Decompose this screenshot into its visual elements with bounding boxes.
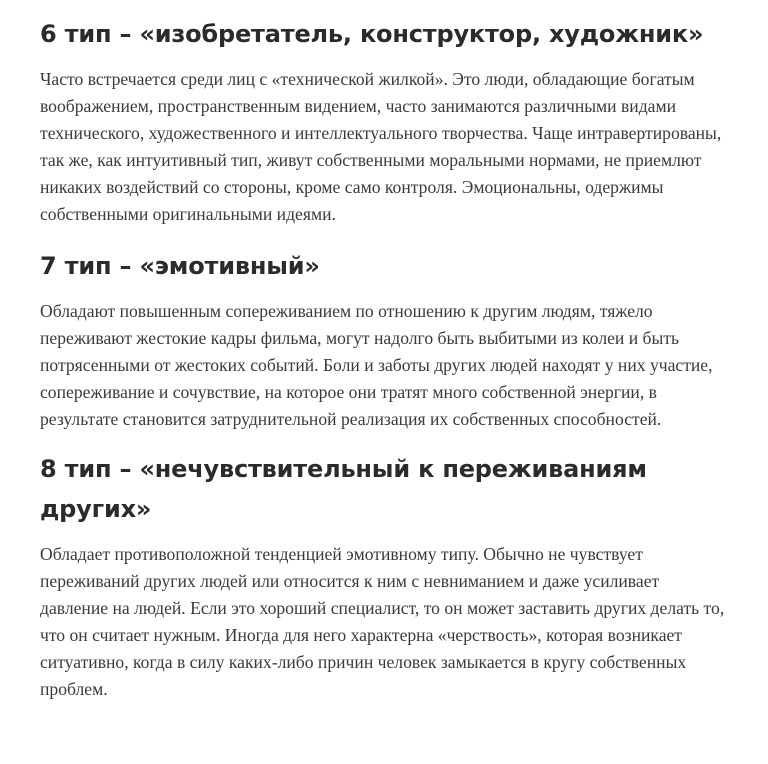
section-heading: 8 тип – «нечувствительный к переживаниям других» xyxy=(40,455,647,523)
section-paragraph: Часто встречается среди лиц с «технической жилкой». Это люди, обладающие богатым воображением, пространственным видением, часто занимаются различными видами технического, художественного и интеллектуального творчества. Чаще интравертированы, так же, как интуитивный тип, живут собственными моральными нормами, не приемлют никаких воздействий со стороны, кроме само контроля. Эмоциональны, одержимы собственными оригинальными идеями. xyxy=(40,69,722,224)
section-paragraph: Обладают повышенным сопереживанием по отношению к другим людям, тяжело переживают жестокие кадры фильма, могут надолго быть выбитыми из колеи и быть потрясенными от жестоких событий. Боли и заботы других людей находят у них участие, сопереживание и сочувствие, на которое они тратят много собственной энергии, в результате становится затруднительной реализация их собственных способностей. xyxy=(40,301,713,429)
section-type-7 xyxy=(40,246,728,433)
section-paragraph: Обладает противоположной тенденцией эмотивному типу. Обычно не чувствует переживаний других людей или относится к ним с невниманием и даже усиливает давление на людей. Если это хороший специалист, то он может заставить других делать то, что он считает нужным. Иногда для него характерна «черствость», которая возникает ситуативно, когда в силу каких-либо причин человек замыкается в кругу собственных проблем. xyxy=(40,544,725,699)
section-heading: 6 тип – «изобретатель, конструктор, художник» xyxy=(40,20,704,48)
section-type-8 xyxy=(40,449,728,703)
section-heading: 7 тип – «эмотивный» xyxy=(40,252,320,280)
section-type-6 xyxy=(40,14,728,228)
